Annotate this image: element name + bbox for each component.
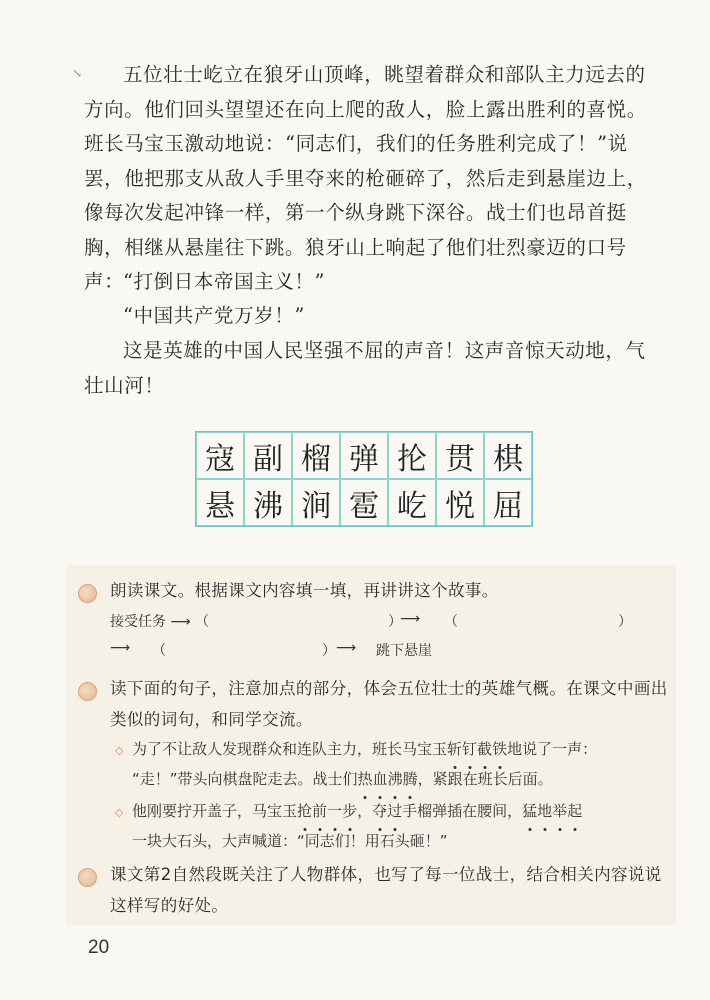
emphasis-text xyxy=(522,802,582,820)
exercise-3-text: 课文第2自然段既关注了人物群体，也写了每一位战士，结合相关内容说说这样写的好处。 xyxy=(110,865,662,915)
char-cell: 悬 xyxy=(196,479,244,526)
emphasis-char: 猛 xyxy=(522,796,537,826)
emphasis-char: 截 xyxy=(477,734,492,764)
emphasis-char: 举 xyxy=(552,796,567,826)
story-paragraph-1: 五位壮士屹立在狼牙山顶峰，眺望着群众和部队主力远去的方向。他们回头望望还在向上爬的敌人，脸上露出胜利的喜悦。班长马宝玉激动地说：“同志们，我们的任务胜利完成了！”说罢，他把那支从敌人手里夺来的枪砸碎了，然后走到悬崖边上，像每次发起冲锋一样，第一个纵身跳下深谷。战士们也昂首挺胸，相继从悬崖往下跳。狼牙山上响起了他们壮烈豪迈的口号声： xyxy=(84,63,647,293)
sentence-text: 他刚要拧开盖子，马宝玉 xyxy=(132,802,298,820)
sentence-text: 一块大石头，大声喊道：“同志们！用石头砸！” xyxy=(132,832,448,850)
sentence-text: “走！”带头向棋盘陀走去。战士们 xyxy=(132,770,358,788)
sentence-text: ， xyxy=(357,802,373,820)
emphasis-char: 钉 xyxy=(462,734,477,764)
emphasis-text xyxy=(358,770,418,788)
emphasis-phrase xyxy=(297,802,357,820)
character-grid xyxy=(195,431,533,527)
char-cell: 抡 xyxy=(388,432,436,479)
emphasis-char: 夺 xyxy=(372,796,387,826)
page-number: 20 xyxy=(88,937,110,958)
emphasis-phrase xyxy=(358,770,418,788)
sentence-text: 地说了一声： xyxy=(507,740,598,758)
emphasis-char: 斩 xyxy=(447,734,462,764)
char-cell: 涧 xyxy=(292,479,340,526)
exercise-2-text: 读下面的句子，注意加点的部分，体会五位壮士的英雄气概。在课文中画出类似的词句，和同学交流。 xyxy=(110,679,668,729)
emphasis-char: 抢 xyxy=(297,796,312,826)
exercise-3-bullet-icon xyxy=(78,868,97,887)
flow-end: 跳下悬崖 xyxy=(376,643,432,659)
char-cell: 悦 xyxy=(436,479,484,526)
blank-close: ） xyxy=(618,614,632,630)
emphasis-char: 腾 xyxy=(403,764,418,794)
sentence-text: 手榴弹插在腰间， xyxy=(402,802,523,820)
char-cell: 贯 xyxy=(436,432,484,479)
arrow-icon: ⟶ xyxy=(110,640,131,656)
example-sentence-1 xyxy=(132,734,672,764)
char-cell: 副 xyxy=(244,432,292,479)
emphasis-char: 热 xyxy=(358,764,373,794)
diamond-icon: ◇ xyxy=(115,806,124,819)
char-cell: 寇 xyxy=(196,432,244,479)
char-cell: 沸 xyxy=(244,479,292,526)
emphasis-char: 步 xyxy=(342,796,357,826)
char-cell: 榴 xyxy=(292,432,340,479)
char-cell: 屈 xyxy=(484,479,532,526)
exercise-1-bullet-icon xyxy=(78,584,97,603)
emphasis-text xyxy=(297,802,357,820)
blank-open: （ xyxy=(194,614,209,630)
arrow-icon: ⟶ xyxy=(336,640,357,656)
emphasis-char: 一 xyxy=(327,796,342,826)
emphasis-char: 起 xyxy=(567,796,582,826)
char-cell: 弹 xyxy=(340,432,388,479)
flow-start: 接受任务 xyxy=(110,614,166,630)
emphasis-char: 沸 xyxy=(388,764,403,794)
example-sentence-2-cont xyxy=(132,826,672,856)
emphasis-char: 铁 xyxy=(492,734,507,764)
emphasis-text xyxy=(372,802,402,820)
char-cell: 棋 xyxy=(484,432,532,479)
char-cell: 屹 xyxy=(388,479,436,526)
blank-open: （ xyxy=(444,614,458,630)
arrow-icon: ⟶ xyxy=(170,614,191,630)
margin-mark: ↘ xyxy=(72,66,83,80)
exercise-1-text: 朗读课文。根据课文内容填一填，再讲讲这个故事。 xyxy=(110,581,499,600)
example-sentence-2 xyxy=(132,796,672,826)
emphasis-phrase xyxy=(372,802,402,820)
flow-row-1 xyxy=(110,611,209,631)
arrow-icon: ⟶ xyxy=(400,611,421,627)
char-cell: 雹 xyxy=(340,479,388,526)
diamond-icon: ◇ xyxy=(115,744,124,757)
emphasis-phrase xyxy=(447,740,507,758)
exercise-2-bullet-icon xyxy=(78,682,97,701)
story-slogan-1: “打倒日本帝国主义！” xyxy=(123,270,326,293)
sentence-text: ，紧跟在班长后面。 xyxy=(417,770,553,788)
blank-open: （ xyxy=(152,643,166,659)
emphasis-text xyxy=(447,740,507,758)
story-slogan-2: “中国共产党万岁！” xyxy=(123,304,305,327)
emphasis-char: 血 xyxy=(373,764,388,794)
emphasis-char: 地 xyxy=(537,796,552,826)
emphasis-phrase xyxy=(522,802,582,820)
blank-close: ） xyxy=(388,614,402,630)
emphasis-char: 前 xyxy=(312,796,327,826)
example-sentence-1-cont xyxy=(132,764,672,794)
blank-close: ） xyxy=(322,643,336,659)
emphasis-char: 过 xyxy=(387,796,402,826)
story-paragraph-4: 这是英雄的中国人民坚强不屈的声音！这声音惊天动地，气壮山河！ xyxy=(84,339,646,397)
sentence-text: 为了不让敌人发现群众和连队主力，班长马宝玉 xyxy=(132,740,448,758)
